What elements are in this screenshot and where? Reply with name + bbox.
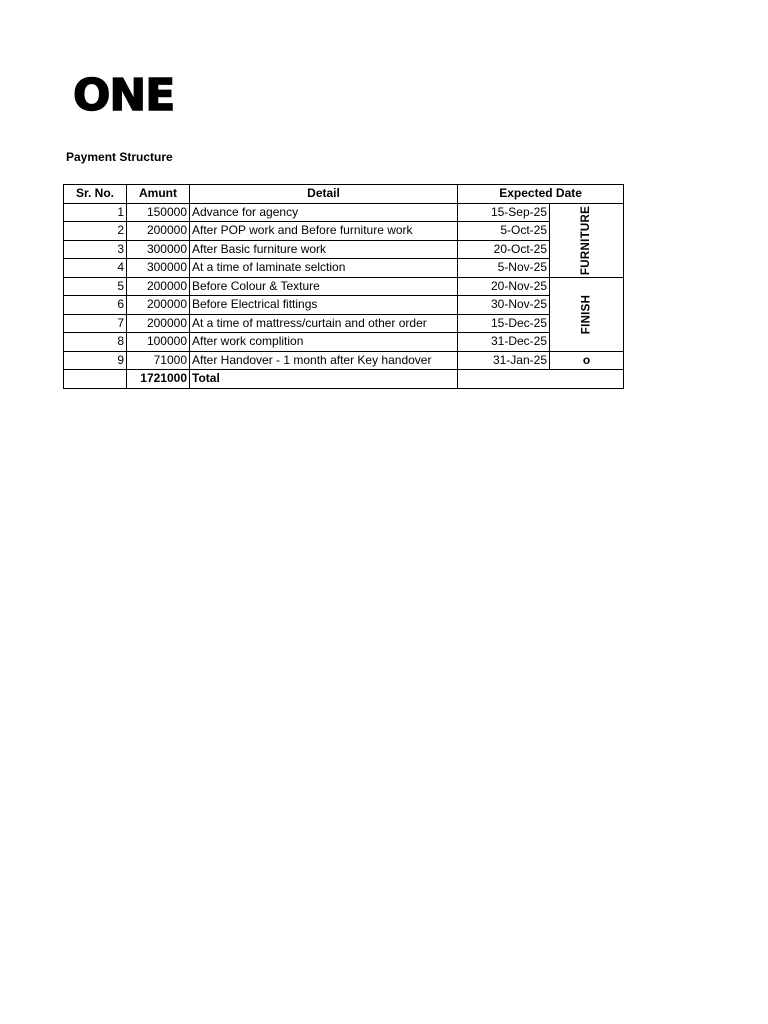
cell-sr: 9 <box>64 351 127 370</box>
cell-sr: 8 <box>64 333 127 352</box>
cell-sr: 5 <box>64 277 127 296</box>
table-row <box>64 240 624 259</box>
table-row <box>64 296 624 315</box>
cell-sr: 1 <box>64 203 127 222</box>
total-empty-sr <box>64 370 127 389</box>
cell-amount: 71000 <box>127 351 190 370</box>
table-row <box>64 314 624 333</box>
cell-date: 15-Dec-25 <box>458 314 550 333</box>
logo: ONE <box>73 70 175 121</box>
table-row <box>64 277 624 296</box>
cell-date: 31-Jan-25 <box>458 351 550 370</box>
table-row <box>64 351 624 370</box>
cell-date: 20-Nov-25 <box>458 277 550 296</box>
phase-finish-label: FINISH <box>580 294 593 335</box>
phase-last <box>550 351 624 370</box>
cell-amount: 300000 <box>127 240 190 259</box>
table-row <box>64 333 624 352</box>
phase-last-label: o <box>582 352 591 367</box>
table-row <box>64 259 624 278</box>
phase-furniture <box>550 203 624 277</box>
total-row <box>64 370 624 389</box>
total-label: Total <box>190 370 458 389</box>
header-amount: Amunt <box>127 185 190 204</box>
cell-sr: 6 <box>64 296 127 315</box>
payment-table <box>63 184 624 389</box>
phase-finish <box>550 277 624 351</box>
header-detail: Detail <box>190 185 458 204</box>
cell-amount: 200000 <box>127 314 190 333</box>
table-row <box>64 203 624 222</box>
cell-detail: Before Colour & Texture <box>190 277 458 296</box>
cell-amount: 200000 <box>127 277 190 296</box>
cell-amount: 200000 <box>127 222 190 241</box>
cell-date: 31-Dec-25 <box>458 333 550 352</box>
cell-detail: Before Electrical fittings <box>190 296 458 315</box>
cell-date: 20-Oct-25 <box>458 240 550 259</box>
document-title: Payment Structure <box>66 150 173 164</box>
cell-detail: After work complition <box>190 333 458 352</box>
cell-sr: 4 <box>64 259 127 278</box>
header-expected-date: Expected Date <box>458 185 624 204</box>
total-amount: 1721000 <box>127 370 190 389</box>
cell-sr: 2 <box>64 222 127 241</box>
cell-date: 30-Nov-25 <box>458 296 550 315</box>
cell-amount: 300000 <box>127 259 190 278</box>
cell-detail: After Basic furniture work <box>190 240 458 259</box>
total-empty-date <box>458 370 624 389</box>
cell-detail: Advance for agency <box>190 203 458 222</box>
table-header-row <box>64 185 624 204</box>
cell-sr: 3 <box>64 240 127 259</box>
phase-furniture-label: FURNITURE <box>580 205 593 276</box>
cell-detail: After Handover - 1 month after Key handover <box>190 351 458 370</box>
table-row <box>64 222 624 241</box>
cell-date: 5-Oct-25 <box>458 222 550 241</box>
cell-detail: After POP work and Before furniture work <box>190 222 458 241</box>
cell-detail: At a time of mattress/curtain and other order <box>190 314 458 333</box>
cell-amount: 100000 <box>127 333 190 352</box>
cell-amount: 200000 <box>127 296 190 315</box>
cell-date: 5-Nov-25 <box>458 259 550 278</box>
cell-amount: 150000 <box>127 203 190 222</box>
cell-detail: At a time of laminate selction <box>190 259 458 278</box>
cell-sr: 7 <box>64 314 127 333</box>
cell-date: 15-Sep-25 <box>458 203 550 222</box>
header-sr-no: Sr. No. <box>64 185 127 204</box>
